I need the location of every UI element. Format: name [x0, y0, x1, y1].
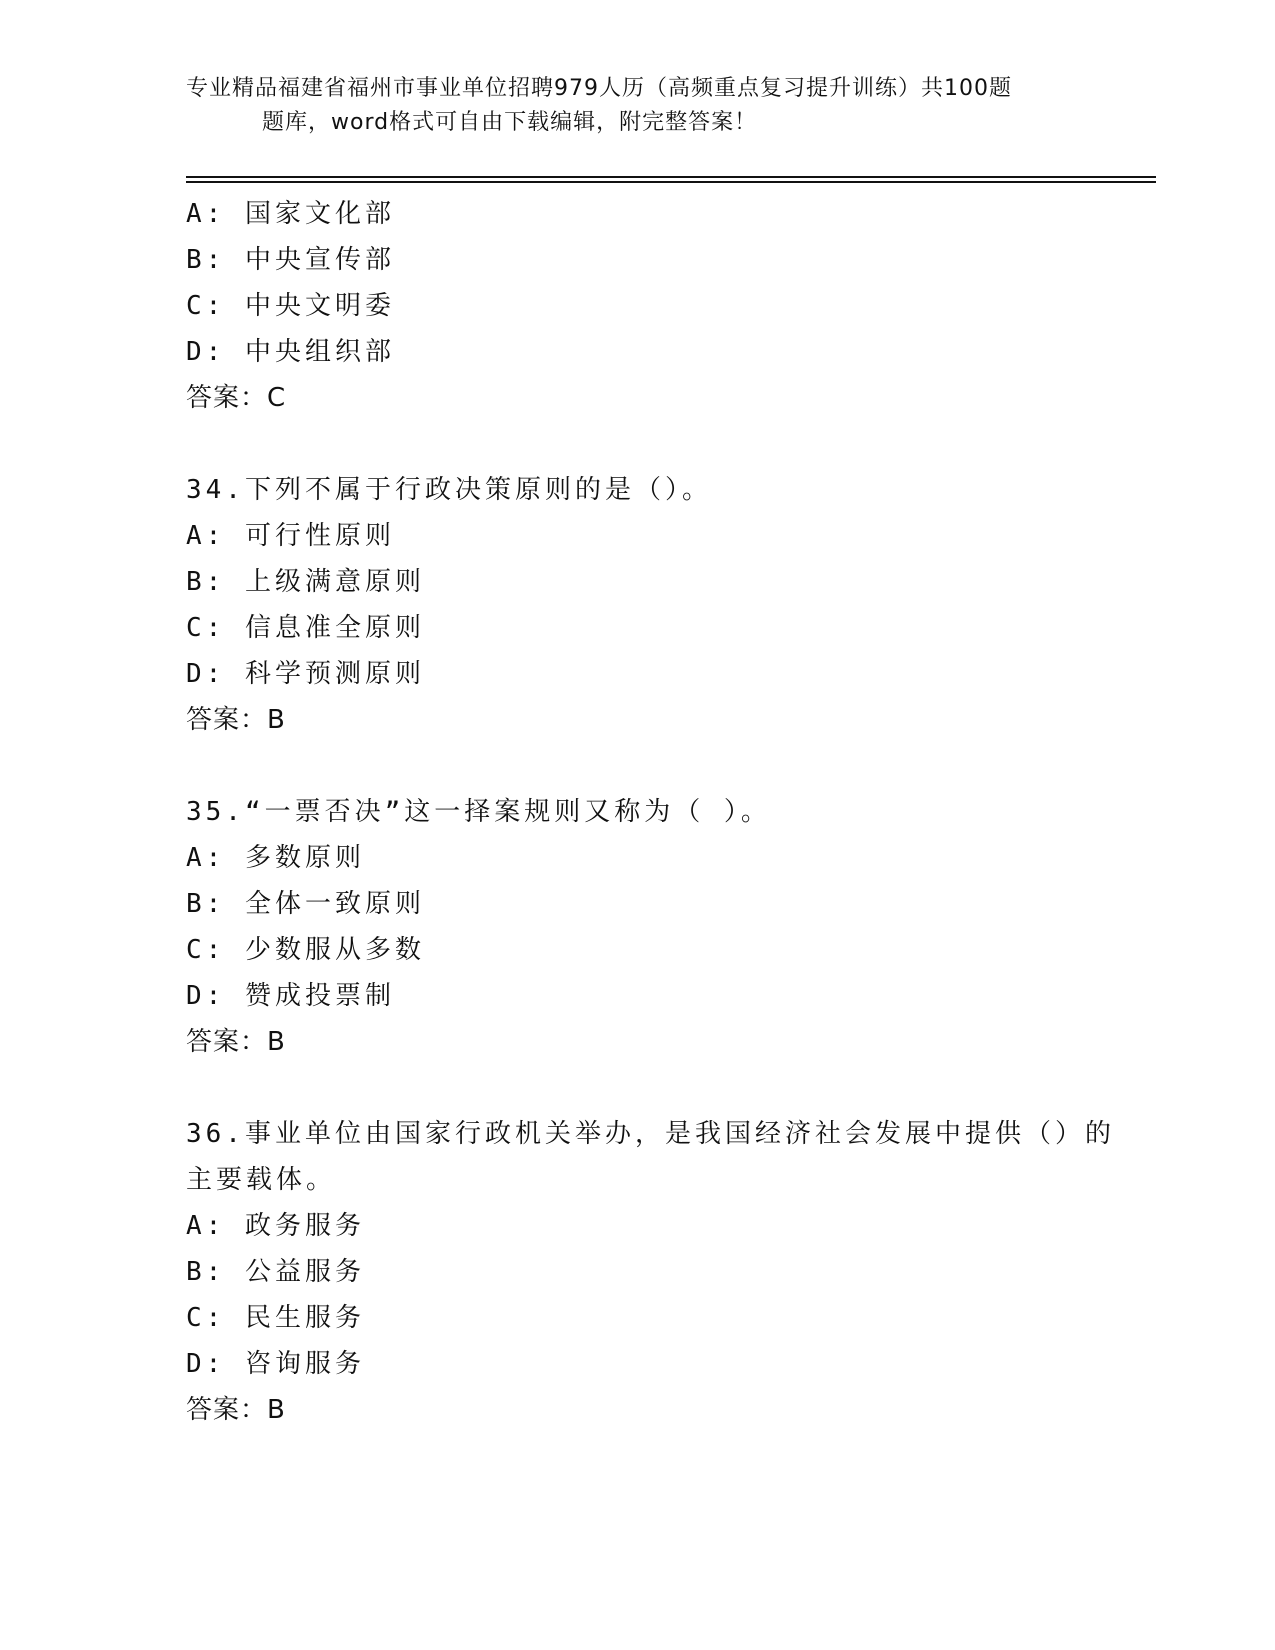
option-label: B: [186, 245, 226, 275]
option-d [186, 651, 1086, 697]
option-label: D: [186, 1349, 226, 1379]
option-label: C: [186, 613, 226, 643]
answer-line [186, 1019, 1086, 1065]
option-label: A: [186, 1211, 226, 1241]
option-label: B: [186, 889, 226, 919]
option-text: 国家文化部 [244, 199, 395, 229]
option-d [186, 1341, 1086, 1387]
answer-line [186, 697, 1086, 743]
option-label: C: [186, 935, 226, 965]
option-label: B: [186, 567, 226, 597]
answer-value: B [267, 705, 286, 735]
question-text-line1: 36.事业单位由国家行政机关举办，是我国经济社会发展中提供（）的 [186, 1119, 1115, 1149]
option-text: 咨询服务 [244, 1349, 365, 1379]
option-label: D: [186, 337, 226, 367]
question-text: 34.下列不属于行政决策原则的是（）。 [186, 475, 712, 505]
answer-line [186, 1387, 1086, 1433]
question-33 [186, 191, 1086, 421]
option-c [186, 605, 1086, 651]
option-a [186, 835, 1086, 881]
header-title-line2: 题库，word格式可自由下载编辑，附完整答案！ [262, 110, 758, 135]
option-text: 信息准全原则 [244, 613, 425, 643]
document-header [186, 72, 1086, 140]
header-rule-bottom [186, 181, 1156, 183]
option-a [186, 191, 1086, 237]
question-36 [186, 1111, 1115, 1433]
answer-value: B [267, 1027, 286, 1057]
question-list [186, 191, 1115, 1433]
option-b [186, 1249, 1086, 1295]
option-text: 公益服务 [244, 1257, 365, 1287]
answer-label: 答案： [186, 1395, 268, 1425]
option-text: 中央组织部 [244, 337, 395, 367]
option-text: 少数服从多数 [244, 935, 425, 965]
question-34 [186, 467, 1086, 743]
answer-label: 答案： [186, 1027, 268, 1057]
option-c [186, 927, 1086, 973]
spacer [186, 1065, 1086, 1111]
answer-label: 答案： [186, 383, 268, 413]
option-a [186, 513, 1086, 559]
option-label: C: [186, 291, 226, 321]
header-title-line1: 专业精品福建省福州市事业单位招聘979人历（高频重点复习提升训练）共100题 [186, 76, 1012, 101]
answer-value: C [267, 383, 287, 413]
answer-label: 答案： [186, 705, 268, 735]
option-text: 民生服务 [244, 1303, 365, 1333]
option-a [186, 1203, 1086, 1249]
option-label: A: [186, 199, 226, 229]
option-label: D: [186, 659, 226, 689]
question-text-line2: 主要载体。 [186, 1165, 337, 1195]
option-text: 多数原则 [244, 843, 365, 873]
question-text: 35.“一票否决”这一择案规则又称为（ ）。 [186, 797, 771, 827]
option-text: 中央文明委 [244, 291, 395, 321]
option-d [186, 329, 1086, 375]
option-label: C: [186, 1303, 226, 1333]
option-b [186, 559, 1086, 605]
option-label: A: [186, 843, 226, 873]
option-text: 上级满意原则 [244, 567, 425, 597]
option-c [186, 1295, 1086, 1341]
option-d [186, 973, 1086, 1019]
option-text: 政务服务 [244, 1211, 365, 1241]
spacer [186, 743, 1086, 789]
option-label: D: [186, 981, 226, 1011]
option-c [186, 283, 1086, 329]
answer-line [186, 375, 1086, 421]
option-text: 中央宣传部 [244, 245, 395, 275]
option-label: A: [186, 521, 226, 551]
header-rule-top [186, 176, 1156, 178]
option-b [186, 237, 1086, 283]
option-text: 全体一致原则 [244, 889, 425, 919]
option-text: 赞成投票制 [244, 981, 395, 1011]
option-b [186, 881, 1086, 927]
option-text: 科学预测原则 [244, 659, 425, 689]
option-text: 可行性原则 [244, 521, 395, 551]
answer-value: B [267, 1395, 286, 1425]
question-35 [186, 789, 1086, 1065]
option-label: B: [186, 1257, 226, 1287]
spacer [186, 421, 1086, 467]
